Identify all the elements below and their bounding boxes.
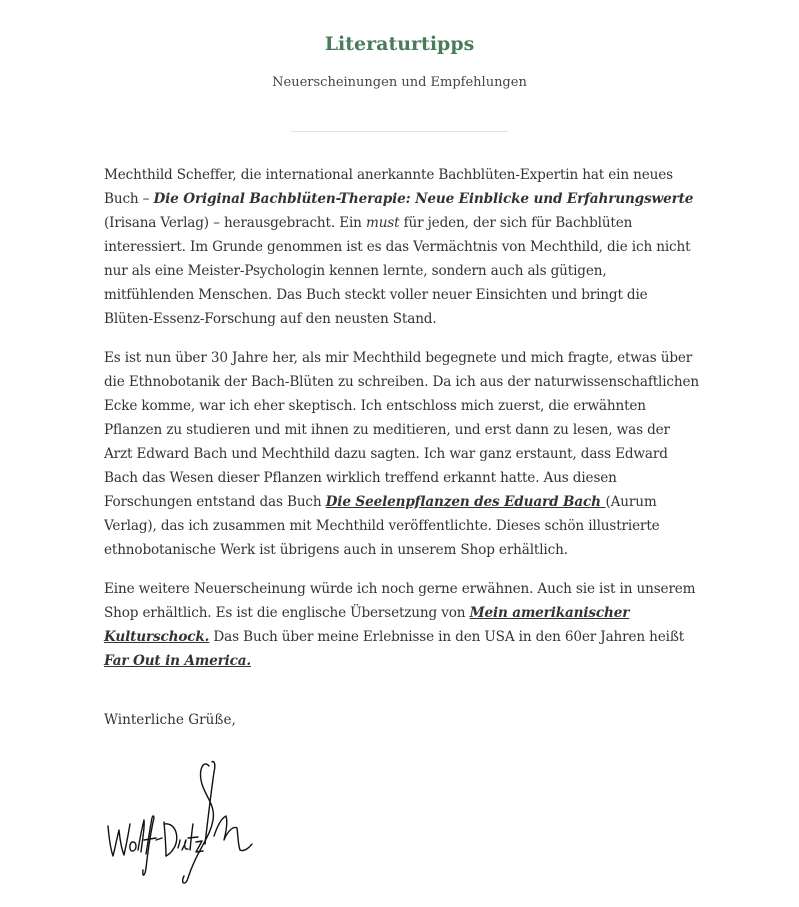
paragraph-1-text-a: Mechthild Scheffer, die international anerkannte Bachblüten-Expertin hat ein neues Buch – <box>104 167 673 207</box>
emphasis-must: must <box>365 215 400 231</box>
article-body <box>104 163 699 688</box>
link-seelenpflanzen[interactable]: Die Seelenpflanzen des Eduard Bach <box>325 494 606 510</box>
paragraph-2 <box>104 346 699 562</box>
signature-image <box>104 758 256 888</box>
paragraph-2-text-b: (Aurum Verlag), das ich zusammen mit Mechthild veröffentlichte. Dieses schön illustrierte ethnobotanische Werk ist übrigens auch in unserem Shop erhältlich. <box>104 494 660 558</box>
link-far-out-in-america[interactable]: Far Out in America. <box>104 653 251 669</box>
paragraph-3-text-a: Eine weitere Neuerscheinung würde ich noch gerne erwähnen. Auch sie ist in unserem Shop erhältlich. Es ist die englische Übersetzung von <box>104 581 696 621</box>
closing-greeting: Winterliche Grüße, <box>104 712 236 728</box>
page-subtitle: Neuerscheinungen und Empfehlungen <box>272 75 527 90</box>
paragraph-2-text-a: Es ist nun über 30 Jahre her, als mir Mechthild begegnete und mich fragte, etwas über die Ethnobotanik der Bach-Blüten zu schreiben. Da ich aus der naturwissenschaftlichen Ecke komme, war ich eher skeptisch. Ich entschloss mich zuerst, die erwähnten Pflanzen zu studieren und mit ihnen zu meditieren, und erst dann zu lesen, was der Arzt Edward Bach und Mechthild dazu sagten. Ich war ganz erstaunt, dass Edward Bach das Wesen dieser Pflanzen wirklich treffend erkannt hatte. Aus diesen Forschungen entstand das Buch <box>104 350 699 510</box>
paragraph-1-text-b: (Irisana Verlag) – herausgebracht. Ein <box>104 215 366 231</box>
paragraph-1 <box>104 163 699 331</box>
divider <box>291 131 508 132</box>
paragraph-1-text-c: für jeden, der sich für Bachblüten interessiert. Im Grunde genommen ist es das Vermächtnis von Mechthild, die ich nicht nur als eine Meister-Psychologin kennen lernte, sondern auch als gütigen, mitfühlenden Menschen. Das Buch steckt voller neuer Einsichten und bringt die Blüten-Essenz-Forschung auf den neusten Stand. <box>104 215 691 327</box>
signature-text: Wolf-Dieter Storl <box>104 758 113 759</box>
paragraph-3 <box>104 577 699 673</box>
book-title-original-bachblueten: Die Original Bachblüten-Therapie: Neue Einblicke und Erfahrungswerte <box>153 191 694 207</box>
page-title: Literaturtipps <box>324 33 475 55</box>
paragraph-3-text-b: Das Buch über meine Erlebnisse in den USA in den 60er Jahren heißt <box>209 629 685 645</box>
link-amerikanischer-kulturschock[interactable]: Mein amerikanischer Kulturschock. <box>104 605 630 645</box>
